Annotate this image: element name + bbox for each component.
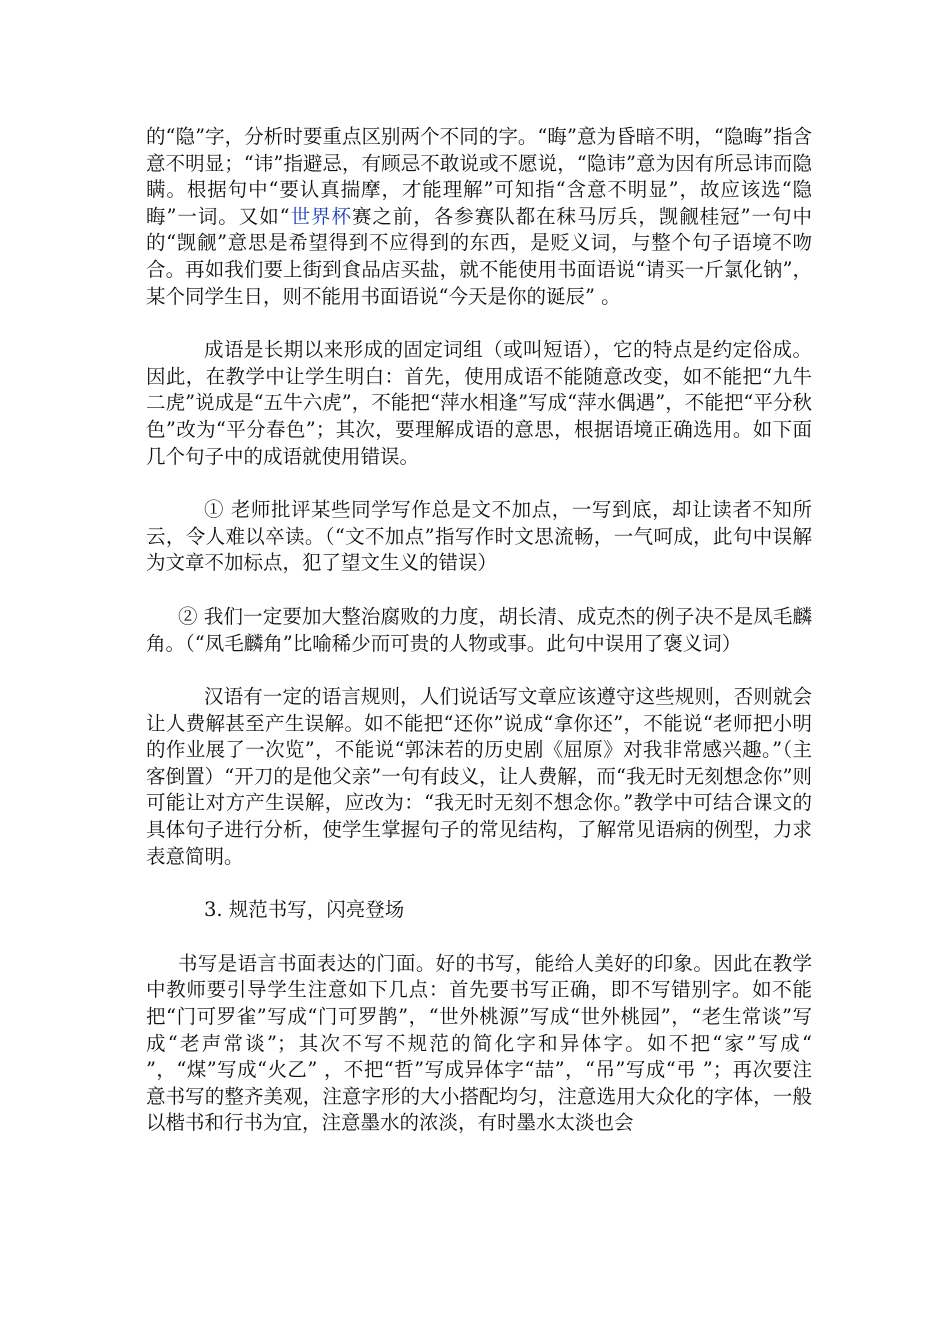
paragraph-gap bbox=[146, 870, 812, 897]
paragraph-gap bbox=[146, 924, 812, 951]
paragraph-text: 赛之前，各参赛队都在秣马厉兵，觊觎桂冠”一句中的“觊觎”意思是希望得到不应得到的东西，是贬义词，与整个句子语境不吻合。再如我们要上街到食品店买盐，就不能使用书面语说“请买一斤氯化钠”，某个同学生日，则不能用书面语说“今天是你的诞辰” 。 bbox=[146, 204, 812, 308]
paragraph-gap bbox=[146, 577, 812, 604]
paragraph-homonyms bbox=[146, 124, 812, 310]
paragraph-handwriting: 书写是语言书面表达的门面。好的书写，能给人美好的印象。因此在教学中教师要引导学生注意如下几点：首先要书写正确，即不写错别字。如不能把“门可罗雀”写成“门可罗鹊”，“世外桃源”写成“世外桃园”，“老生常谈”写成“老声常谈”；其次不写不规范的简化字和异体字。如不把“家”写成“ ”，“煤”写成“火乙” ，不把“哲”写成异体字“喆”，“吊”写成“弔 ”；再次要注意书写的整齐美观，注意字形的大小搭配均匀，注意选用大众化的字体，一般以楷书和行书为宜，注意墨水的浓淡，有时墨水太淡也会 bbox=[146, 951, 812, 1135]
paragraph-example-1: ① 老师批评某些同学写作总是文不加点，一写到底，却让读者不知所云，令人难以卒读。（“文不加点”指写作时文思流畅，一气呵成，此句中误解为文章不加标点，犯了望文生义的错误） bbox=[146, 498, 812, 575]
paragraph-idioms: 成语是长期以来形成的固定词组（或叫短语），它的特点是约定俗成。因此，在教学中让学生明白：首先，使用成语不能随意改变，如不能把“九牛二虎”说成是“五牛六虎”，不能把“萍水相逢”写成“萍水偶遇”，不能把“平分秋色”改为“平分春色”；其次，要理解成语的意思，根据语境正确选用。如下面几个句子中的成语就使用错误。 bbox=[146, 338, 812, 468]
paragraph-grammar: 汉语有一定的语言规则，人们说话写文章应该遵守这些规则，否则就会让人费解甚至产生误解。如不能把“还你”说成“拿你还”，不能说“老师把小明的作业展了一次览”，不能说“郭沫若的历史剧《屈原》对我非常感兴趣。”（主客倒置）“开刀的是他父亲”一句有歧义，让人费解，而“我无时无刻想念你”则可能让对方产生误解，应改为：“我无时无刻不想念你。”教学中可结合课文的具体句子进行分析，使学生掌握句子的常见结构，了解常见语病的例型，力求表意简明。 bbox=[146, 685, 812, 868]
world-cup-link[interactable]: 世界杯 bbox=[289, 204, 352, 228]
paragraph-gap bbox=[146, 657, 812, 684]
paragraph-example-2: ② 我们一定要加大整治腐败的力度，胡长清、成克杰的例子决不是凤毛麟角。（“凤毛麟角”比喻稀少而可贵的人物或事。此句中误用了褒义词） bbox=[146, 604, 812, 655]
paragraph-text: 的“隐”字，分析时要重点区别两个不同的字。“晦”意为昏暗不明，“隐晦”指含意不明显；“讳”指避忌，有顾忌不敢说或不愿说，“隐讳”意为因有所忌讳而隐瞒。根据句中“要认真揣摩，才能理解”可知指“含意不明显”，故应该选“隐晦”一词。又如“ bbox=[146, 125, 812, 228]
paragraph-gap bbox=[146, 310, 812, 337]
paragraph-gap bbox=[146, 470, 812, 497]
document-body bbox=[146, 124, 812, 1137]
section-heading-3: 3. 规范书写，闪亮登场 bbox=[204, 898, 405, 922]
